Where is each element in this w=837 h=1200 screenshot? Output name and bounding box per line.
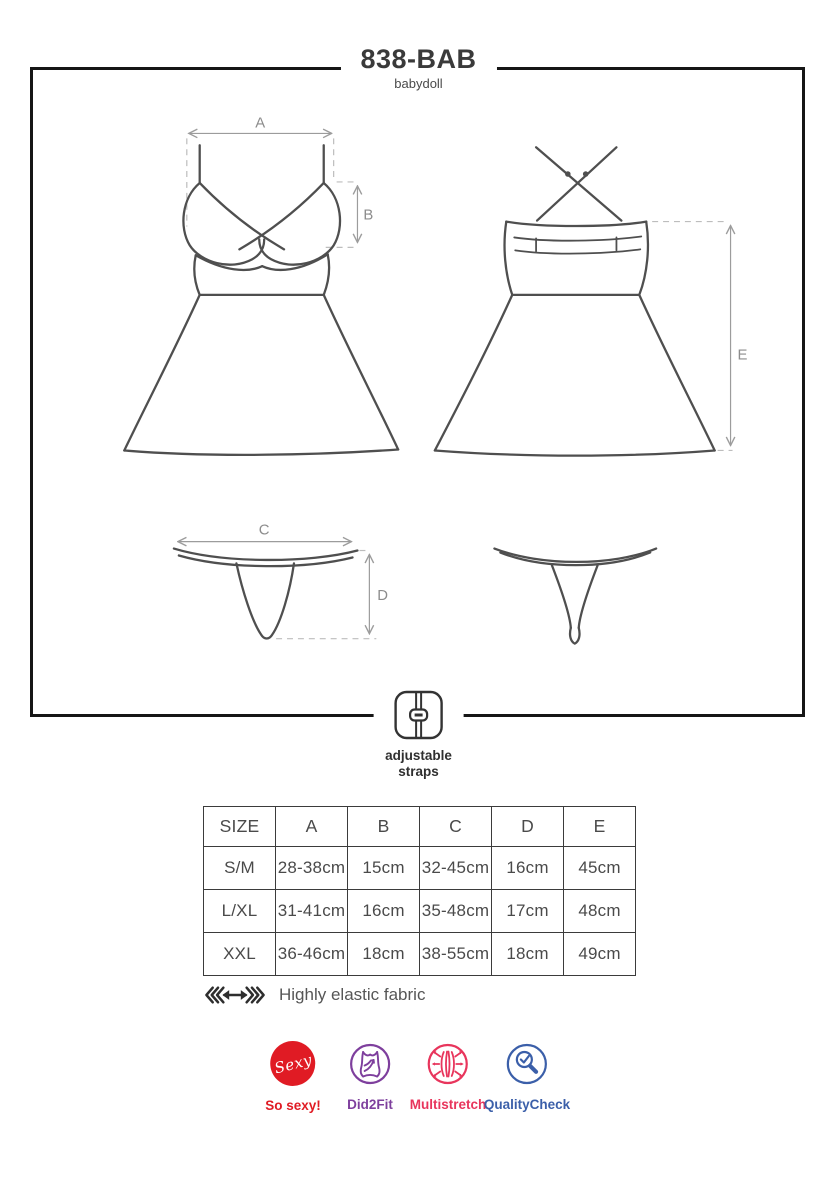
product-title-block: [340, 44, 496, 91]
badge-label: QualityCheck: [483, 1097, 571, 1112]
cell: 31-41cm: [276, 890, 348, 933]
cell: 36-46cm: [276, 933, 348, 976]
cell: 32-45cm: [420, 847, 492, 890]
badge-did2fit: [347, 1043, 393, 1112]
dimension-arrows: [178, 133, 731, 633]
col-header-a: A: [276, 807, 348, 847]
fabric-note: [204, 984, 425, 1006]
thong-front-view: [174, 549, 358, 639]
garment-measurement-diagram: [33, 70, 802, 714]
cell: 38-55cm: [420, 933, 492, 976]
dim-label-b: B: [363, 207, 374, 224]
strap-adjuster-dot: [565, 171, 571, 177]
multistretch-icon: [427, 1043, 469, 1085]
fabric-note-label: Highly elastic fabric: [279, 985, 426, 1004]
table-row-xxl: [204, 933, 636, 976]
qualitycheck-icon: [506, 1043, 548, 1085]
strap-adjuster-dot: [583, 171, 589, 177]
cell: 15cm: [348, 847, 420, 890]
did2fit-icon: [349, 1043, 391, 1085]
size-table: [203, 806, 636, 976]
cell: L/XL: [204, 890, 276, 933]
adjustable-straps-label: adjustable straps: [385, 748, 452, 779]
badge-label: Did2Fit: [347, 1097, 393, 1112]
table-row-lxl: [204, 890, 636, 933]
cell: 18cm: [492, 933, 564, 976]
badge-label: So sexy!: [265, 1098, 321, 1113]
babydoll-back-view: [435, 147, 715, 455]
product-subtitle: babydoll: [394, 76, 443, 92]
sexy-badge-icon: Sexy: [271, 1041, 316, 1086]
cell: 35-48cm: [420, 890, 492, 933]
dim-label-a: A: [255, 115, 266, 132]
dim-label-c: C: [258, 522, 270, 539]
badge-so-sexy: [265, 1041, 321, 1113]
cell: S/M: [204, 847, 276, 890]
badge-multistretch: [410, 1043, 487, 1112]
cell: 17cm: [492, 890, 564, 933]
cell: 49cm: [564, 933, 636, 976]
cell: 18cm: [348, 933, 420, 976]
cell: 45cm: [564, 847, 636, 890]
col-header-c: C: [420, 807, 492, 847]
product-title: 838-BAB: [360, 44, 477, 74]
diagram-frame: [30, 67, 805, 717]
cell: 16cm: [348, 890, 420, 933]
badge-label: Multistretch: [409, 1097, 487, 1112]
dim-label-d: D: [377, 588, 389, 605]
dim-label-e: E: [737, 347, 748, 364]
dimension-extension-lines: [187, 138, 733, 638]
size-table-header-row: [204, 807, 636, 847]
cell: XXL: [204, 933, 276, 976]
col-header-size: SIZE: [204, 807, 276, 847]
thong-back-view: [494, 549, 656, 644]
cell: 48cm: [564, 890, 636, 933]
stretch-arrows-icon: [204, 984, 266, 1006]
cell: 16cm: [492, 847, 564, 890]
table-row-sm: [204, 847, 636, 890]
col-header-d: D: [492, 807, 564, 847]
col-header-b: B: [348, 807, 420, 847]
col-header-e: E: [564, 807, 636, 847]
adjustable-straps-icon: [393, 690, 445, 740]
cell: 28-38cm: [276, 847, 348, 890]
adjustable-straps-note: [373, 690, 464, 780]
badge-qualitycheck: [484, 1043, 570, 1112]
